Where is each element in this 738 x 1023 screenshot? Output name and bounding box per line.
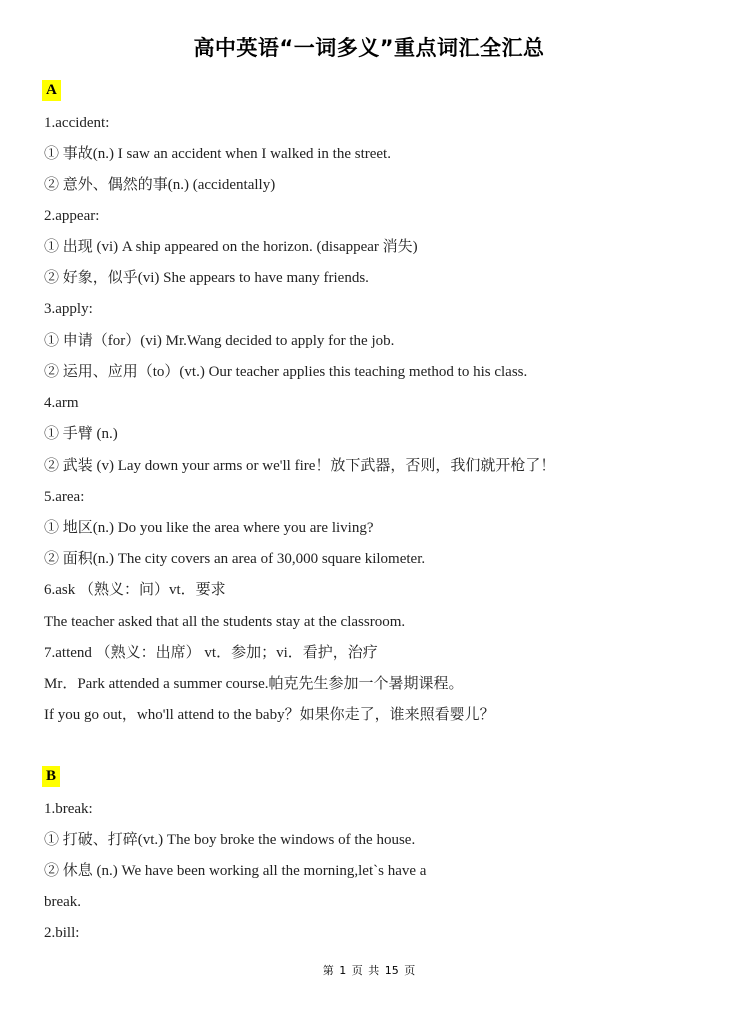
definition-line: ① 地区(n.) Do you like the area where you are living? <box>44 520 374 536</box>
definition-line: ① 手臂 (n.) <box>44 426 118 442</box>
entry-heading: 1.accident: <box>44 115 110 131</box>
example-sentence: If you go out，who'll attend to the baby？如果你走了，谁来照看婴儿？ <box>44 707 495 723</box>
example-sentence: Mr．Park attended a summer course.帕克先生参加一个暑期课程。 <box>44 676 464 692</box>
definition-line: ① 打破、打碎(vt.) The boy broke the windows of the house. <box>44 832 416 848</box>
page-title: 高中英语“一词多义”重点词汇全汇总 <box>193 36 545 60</box>
section-letter-b: B <box>42 766 60 787</box>
entry-heading: 7.attend （熟义：出席） vt．参加；vi．看护，治疗 <box>44 645 378 661</box>
section-letter-a: A <box>42 80 61 101</box>
definition-line: ① 事故(n.) I saw an accident when I walked in the street. <box>44 146 391 162</box>
definition-line: ② 武装 (v) Lay down your arms or we'll fire！放下武器，否则，我们就开枪了！ <box>44 458 556 474</box>
definition-line: ② 运用、应用（to）(vt.) Our teacher applies this teaching method to his class. <box>44 364 528 380</box>
page-number-footer: 第 1 页 共 15 页 <box>322 964 416 977</box>
definition-line: ② 意外、偶然的事(n.) (accidentally) <box>44 177 276 193</box>
definition-line: ② 休息 (n.) We have been working all the morning,let`s have a <box>44 863 427 879</box>
entry-heading: 5.area: <box>44 489 85 505</box>
definition-line: ② 好象，似乎(vi) She appears to have many friends. <box>44 270 369 286</box>
entry-heading: 3.apply: <box>44 301 93 317</box>
definition-line: ② 面积(n.) The city covers an area of 30,000 square kilometer. <box>44 551 426 567</box>
definition-line: ① 出现 (vi) A ship appeared on the horizon. (disappear 消失) <box>44 239 418 255</box>
entry-heading: 2.bill: <box>44 925 80 941</box>
entry-heading: 6.ask （熟义：问）vt．要求 <box>44 582 226 598</box>
entry-heading: 2.appear: <box>44 208 100 224</box>
entry-heading: 4.arm <box>44 395 79 411</box>
example-sentence: The teacher asked that all the students stay at the classroom. <box>44 614 406 630</box>
definition-line: ① 申请（for）(vi) Mr.Wang decided to apply for the job. <box>44 333 395 349</box>
entry-heading: 1.break: <box>44 801 93 817</box>
definition-line-continued: break. <box>44 894 82 910</box>
